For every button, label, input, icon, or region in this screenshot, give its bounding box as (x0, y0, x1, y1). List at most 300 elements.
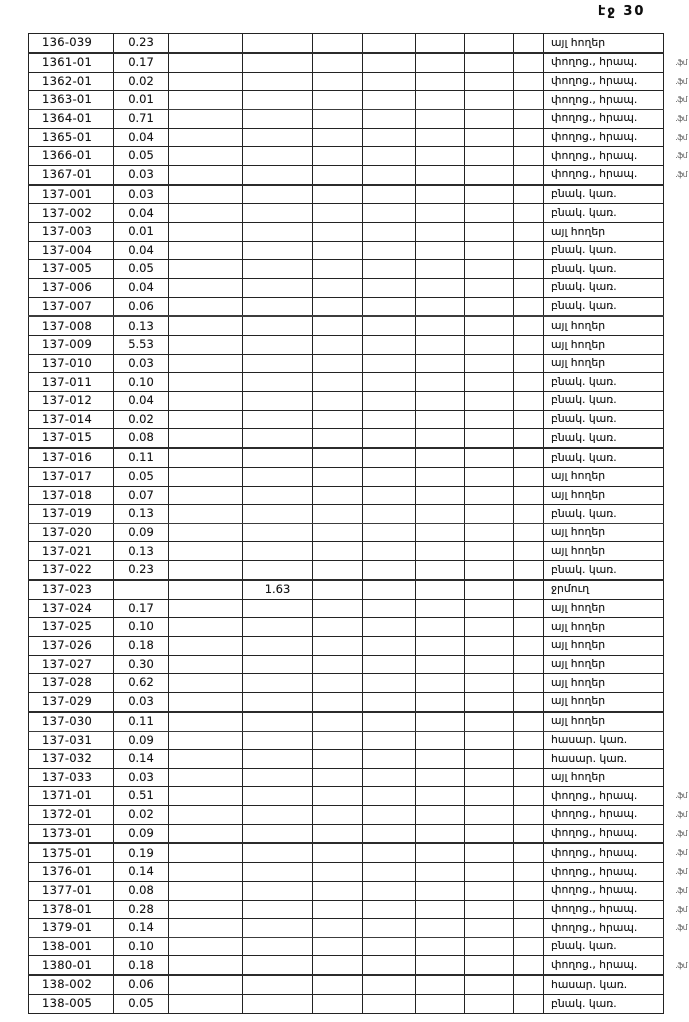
empty-cell (243, 91, 313, 110)
table-row (29, 260, 689, 279)
empty-cell (243, 956, 313, 975)
empty-cell (243, 881, 313, 900)
empty-cell (514, 316, 544, 335)
area-value-cell: 0.08 (114, 881, 169, 900)
parcel-code-cell: 137-027 (29, 655, 114, 674)
empty-cell (514, 824, 544, 843)
land-use-cell: փողոց., հրապ. (544, 900, 664, 919)
table-row (29, 410, 689, 429)
land-use-cell: այլ հողեր (544, 692, 664, 711)
empty-cell (243, 429, 313, 448)
empty-cell (363, 995, 416, 1014)
margin-note-cell: .ֆմ (675, 113, 687, 123)
empty-cell (313, 109, 363, 128)
empty-cell (514, 881, 544, 900)
table-row (29, 448, 689, 467)
land-parcel-table (28, 33, 689, 1014)
area-value-cell: 0.30 (114, 655, 169, 674)
margin-note-cell: .ֆմ (675, 904, 687, 914)
empty-cell (514, 843, 544, 862)
empty-cell (243, 486, 313, 505)
empty-cell (465, 863, 514, 882)
margin-note-cell (664, 731, 689, 750)
parcel-code-cell: 137-026 (29, 637, 114, 656)
area-value-cell: 0.01 (114, 223, 169, 242)
empty-cell (465, 34, 514, 53)
land-use-cell: ջրմուղ (544, 580, 664, 599)
empty-cell (465, 278, 514, 297)
empty-cell (169, 674, 243, 693)
empty-cell (169, 241, 243, 260)
parcel-code-cell: 137-003 (29, 223, 114, 242)
empty-cell (514, 599, 544, 618)
empty-cell (313, 824, 363, 843)
table-row (29, 241, 689, 260)
empty-cell (243, 975, 313, 994)
empty-cell (465, 109, 514, 128)
empty-cell (514, 241, 544, 260)
empty-cell (465, 956, 514, 975)
empty-cell (514, 429, 544, 448)
empty-cell (416, 128, 465, 147)
land-use-cell: փողոց., հրապ. (544, 91, 664, 110)
empty-cell (514, 34, 544, 53)
empty-cell (169, 223, 243, 242)
area-value-cell: 0.23 (114, 561, 169, 580)
empty-cell (169, 316, 243, 335)
land-use-cell: բնակ. կառ. (544, 278, 664, 297)
empty-cell (243, 692, 313, 711)
empty-cell (243, 354, 313, 373)
empty-cell (169, 637, 243, 656)
empty-cell (363, 956, 416, 975)
empty-cell (313, 712, 363, 731)
empty-cell (465, 410, 514, 429)
empty-cell (416, 824, 465, 843)
empty-cell (416, 637, 465, 656)
empty-cell (514, 468, 544, 487)
margin-note-cell: .ֆմ (675, 829, 687, 839)
area-value-cell: 0.10 (114, 373, 169, 392)
empty-cell (169, 486, 243, 505)
land-use-cell: բնակ. կառ. (544, 448, 664, 467)
empty-cell (514, 336, 544, 355)
table-row (29, 787, 689, 806)
empty-cell (465, 468, 514, 487)
empty-cell (243, 185, 313, 204)
table-row (29, 937, 689, 956)
land-use-cell: այլ հողեր (544, 316, 664, 335)
empty-cell (363, 881, 416, 900)
area-value-cell: 5.53 (114, 336, 169, 355)
empty-cell (313, 561, 363, 580)
parcel-code-cell: 137-031 (29, 731, 114, 750)
empty-cell (243, 637, 313, 656)
empty-cell (465, 824, 514, 843)
empty-cell (514, 147, 544, 166)
empty-cell (363, 655, 416, 674)
empty-cell (169, 336, 243, 355)
empty-cell (416, 523, 465, 542)
empty-cell (514, 956, 544, 975)
empty-cell (363, 937, 416, 956)
empty-cell (416, 91, 465, 110)
empty-cell (465, 448, 514, 467)
empty-cell (465, 297, 514, 316)
empty-cell (169, 260, 243, 279)
empty-cell (363, 618, 416, 637)
empty-cell (243, 787, 313, 806)
parcel-code-cell: 1371-01 (29, 787, 114, 806)
empty-cell (243, 750, 313, 769)
empty-cell (465, 72, 514, 91)
land-use-cell: բնակ. կառ. (544, 260, 664, 279)
empty-cell (363, 223, 416, 242)
margin-note-cell: .ֆմ (675, 76, 687, 86)
empty-cell (416, 618, 465, 637)
empty-cell (243, 34, 313, 53)
empty-cell (313, 637, 363, 656)
table-row (29, 542, 689, 561)
margin-note-cell (664, 410, 689, 429)
parcel-code-cell: 137-002 (29, 204, 114, 223)
table-row (29, 278, 689, 297)
land-use-cell: բնակ. կառ. (544, 561, 664, 580)
empty-cell (169, 975, 243, 994)
empty-cell (169, 165, 243, 184)
table-row (29, 900, 689, 919)
margin-note-cell (664, 223, 689, 242)
empty-cell (169, 995, 243, 1014)
margin-note-cell: .ֆմ (675, 960, 687, 970)
empty-cell (243, 448, 313, 467)
empty-cell (416, 72, 465, 91)
empty-cell (465, 392, 514, 411)
table-row (29, 486, 689, 505)
land-use-cell: բնակ. կառ. (544, 995, 664, 1014)
empty-cell (465, 542, 514, 561)
empty-cell (313, 410, 363, 429)
empty-cell (169, 429, 243, 448)
empty-cell (169, 410, 243, 429)
area-value-cell: 0.03 (114, 692, 169, 711)
area-value-cell: 0.09 (114, 731, 169, 750)
empty-cell (514, 768, 544, 787)
empty-cell (169, 692, 243, 711)
empty-cell (416, 392, 465, 411)
empty-cell (363, 805, 416, 824)
empty-cell (363, 336, 416, 355)
empty-cell (416, 674, 465, 693)
empty-cell (514, 805, 544, 824)
area-value-alt-cell: 1.63 (243, 580, 313, 599)
empty-cell (363, 278, 416, 297)
empty-cell (363, 468, 416, 487)
empty-cell (465, 373, 514, 392)
parcel-code-cell: 1379-01 (29, 919, 114, 938)
empty-cell (416, 165, 465, 184)
parcel-code-cell: 137-015 (29, 429, 114, 448)
land-use-cell: փողոց., հրապ. (544, 72, 664, 91)
empty-cell (363, 674, 416, 693)
empty-cell (313, 580, 363, 599)
empty-cell (416, 805, 465, 824)
empty-cell (169, 109, 243, 128)
empty-cell (363, 128, 416, 147)
margin-note-cell (664, 373, 689, 392)
empty-cell (243, 542, 313, 561)
empty-cell (514, 542, 544, 561)
table-row (29, 881, 689, 900)
empty-cell (514, 655, 544, 674)
parcel-code-cell: 137-011 (29, 373, 114, 392)
table-row (29, 655, 689, 674)
area-value-cell: 0.03 (114, 354, 169, 373)
empty-cell (363, 900, 416, 919)
empty-cell (363, 637, 416, 656)
land-use-cell: այլ հողեր (544, 768, 664, 787)
empty-cell (243, 712, 313, 731)
empty-cell (169, 468, 243, 487)
empty-cell (313, 731, 363, 750)
empty-cell (169, 185, 243, 204)
empty-cell (416, 995, 465, 1014)
empty-cell (465, 881, 514, 900)
area-value-cell: 0.03 (114, 185, 169, 204)
table-row (29, 109, 689, 128)
parcel-code-cell: 138-005 (29, 995, 114, 1014)
empty-cell (243, 392, 313, 411)
empty-cell (465, 599, 514, 618)
table-row (29, 580, 689, 599)
empty-cell (169, 278, 243, 297)
table-row (29, 204, 689, 223)
empty-cell (313, 373, 363, 392)
empty-cell (514, 128, 544, 147)
empty-cell (169, 448, 243, 467)
empty-cell (465, 580, 514, 599)
land-use-cell: հասար. կառ. (544, 731, 664, 750)
table-row (29, 843, 689, 862)
margin-note-cell (664, 768, 689, 787)
margin-note-cell: .ֆմ (675, 810, 687, 820)
table-row (29, 712, 689, 731)
area-value-cell: 0.13 (114, 316, 169, 335)
empty-cell (416, 900, 465, 919)
parcel-code-cell: 137-005 (29, 260, 114, 279)
empty-cell (465, 336, 514, 355)
empty-cell (416, 919, 465, 938)
land-use-cell: բնակ. կառ. (544, 937, 664, 956)
margin-note-cell: .ֆմ (675, 885, 687, 895)
area-value-cell: 0.09 (114, 523, 169, 542)
empty-cell (169, 373, 243, 392)
empty-cell (243, 147, 313, 166)
table-row (29, 185, 689, 204)
land-use-cell: այլ հողեր (544, 712, 664, 731)
empty-cell (465, 805, 514, 824)
empty-cell (313, 392, 363, 411)
empty-cell (416, 336, 465, 355)
empty-cell (313, 34, 363, 53)
empty-cell (514, 618, 544, 637)
parcel-code-cell: 137-020 (29, 523, 114, 542)
land-use-cell: փողոց., հրապ. (544, 919, 664, 938)
empty-cell (416, 223, 465, 242)
empty-cell (363, 750, 416, 769)
margin-note-cell (664, 995, 689, 1014)
empty-cell (313, 185, 363, 204)
area-value-cell: 0.08 (114, 429, 169, 448)
empty-cell (363, 561, 416, 580)
margin-note-cell (664, 937, 689, 956)
empty-cell (313, 787, 363, 806)
empty-cell (243, 937, 313, 956)
empty-cell (313, 260, 363, 279)
table-row (29, 731, 689, 750)
empty-cell (363, 787, 416, 806)
parcel-code-cell: 137-024 (29, 599, 114, 618)
area-value-cell: 0.01 (114, 91, 169, 110)
land-use-cell: փողոց., հրապ. (544, 109, 664, 128)
parcel-code-cell: 137-006 (29, 278, 114, 297)
empty-cell (243, 241, 313, 260)
empty-cell (416, 429, 465, 448)
empty-cell (243, 768, 313, 787)
area-value-cell: 0.10 (114, 937, 169, 956)
land-use-cell: այլ հողեր (544, 637, 664, 656)
land-use-cell: բնակ. կառ. (544, 505, 664, 524)
empty-cell (514, 448, 544, 467)
empty-cell (416, 109, 465, 128)
empty-cell (313, 599, 363, 618)
empty-cell (514, 995, 544, 1014)
empty-cell (313, 448, 363, 467)
empty-cell (313, 505, 363, 524)
empty-cell (416, 731, 465, 750)
empty-cell (465, 975, 514, 994)
empty-cell (169, 34, 243, 53)
empty-cell (416, 204, 465, 223)
empty-cell (313, 223, 363, 242)
table-row (29, 750, 689, 769)
empty-cell (416, 297, 465, 316)
empty-cell (169, 731, 243, 750)
table-row (29, 223, 689, 242)
land-use-cell: բնակ. կառ. (544, 373, 664, 392)
parcel-code-cell: 138-002 (29, 975, 114, 994)
margin-note-cell (664, 674, 689, 693)
empty-cell (514, 919, 544, 938)
land-use-cell: այլ հողեր (544, 354, 664, 373)
table-row (29, 165, 689, 184)
empty-cell (243, 468, 313, 487)
land-use-cell: փողոց., հրապ. (544, 805, 664, 824)
empty-cell (465, 429, 514, 448)
parcel-code-cell: 137-009 (29, 336, 114, 355)
margin-note-cell (664, 316, 689, 335)
empty-cell (313, 881, 363, 900)
empty-cell (363, 185, 416, 204)
empty-cell (465, 731, 514, 750)
parcel-code-cell: 138-001 (29, 937, 114, 956)
land-use-cell: այլ հողեր (544, 523, 664, 542)
empty-cell (243, 128, 313, 147)
area-value-cell: 0.14 (114, 919, 169, 938)
empty-cell (416, 750, 465, 769)
empty-cell (243, 900, 313, 919)
land-use-cell: այլ հողեր (544, 618, 664, 637)
empty-cell (514, 975, 544, 994)
empty-cell (169, 805, 243, 824)
table-row (29, 674, 689, 693)
empty-cell (243, 260, 313, 279)
area-value-cell: 0.23 (114, 34, 169, 53)
empty-cell (243, 824, 313, 843)
empty-cell (514, 692, 544, 711)
empty-cell (169, 354, 243, 373)
empty-cell (169, 561, 243, 580)
parcel-code-cell: 137-023 (29, 580, 114, 599)
parcel-code-cell: 1375-01 (29, 843, 114, 862)
parcel-code-cell: 137-032 (29, 750, 114, 769)
empty-cell (313, 354, 363, 373)
parcel-code-cell: 137-017 (29, 468, 114, 487)
land-use-cell: բնակ. կառ. (544, 204, 664, 223)
area-value-cell: 0.13 (114, 542, 169, 561)
empty-cell (514, 354, 544, 373)
empty-cell (465, 260, 514, 279)
empty-cell (313, 655, 363, 674)
margin-note-cell (664, 599, 689, 618)
parcel-code-cell: 1365-01 (29, 128, 114, 147)
empty-cell (514, 410, 544, 429)
empty-cell (514, 937, 544, 956)
empty-cell (243, 505, 313, 524)
empty-cell (243, 204, 313, 223)
empty-cell (514, 505, 544, 524)
empty-cell (465, 91, 514, 110)
area-value-cell: 0.17 (114, 599, 169, 618)
area-value-cell: 0.11 (114, 712, 169, 731)
empty-cell (313, 523, 363, 542)
empty-cell (313, 900, 363, 919)
empty-cell (465, 128, 514, 147)
empty-cell (243, 297, 313, 316)
area-value-cell: 0.06 (114, 297, 169, 316)
table-row (29, 618, 689, 637)
empty-cell (465, 147, 514, 166)
empty-cell (363, 165, 416, 184)
empty-cell (243, 674, 313, 693)
empty-cell (514, 223, 544, 242)
margin-note-cell: .ֆմ (675, 95, 687, 105)
empty-cell (514, 561, 544, 580)
empty-cell (514, 278, 544, 297)
empty-cell (363, 863, 416, 882)
empty-cell (363, 712, 416, 731)
margin-note-cell (664, 392, 689, 411)
parcel-code-cell: 136-039 (29, 34, 114, 53)
empty-cell (416, 975, 465, 994)
empty-cell (169, 712, 243, 731)
empty-cell (313, 429, 363, 448)
land-use-cell: այլ հողեր (544, 674, 664, 693)
parcel-code-cell: 137-001 (29, 185, 114, 204)
empty-cell (169, 843, 243, 862)
empty-cell (243, 843, 313, 862)
empty-cell (313, 486, 363, 505)
